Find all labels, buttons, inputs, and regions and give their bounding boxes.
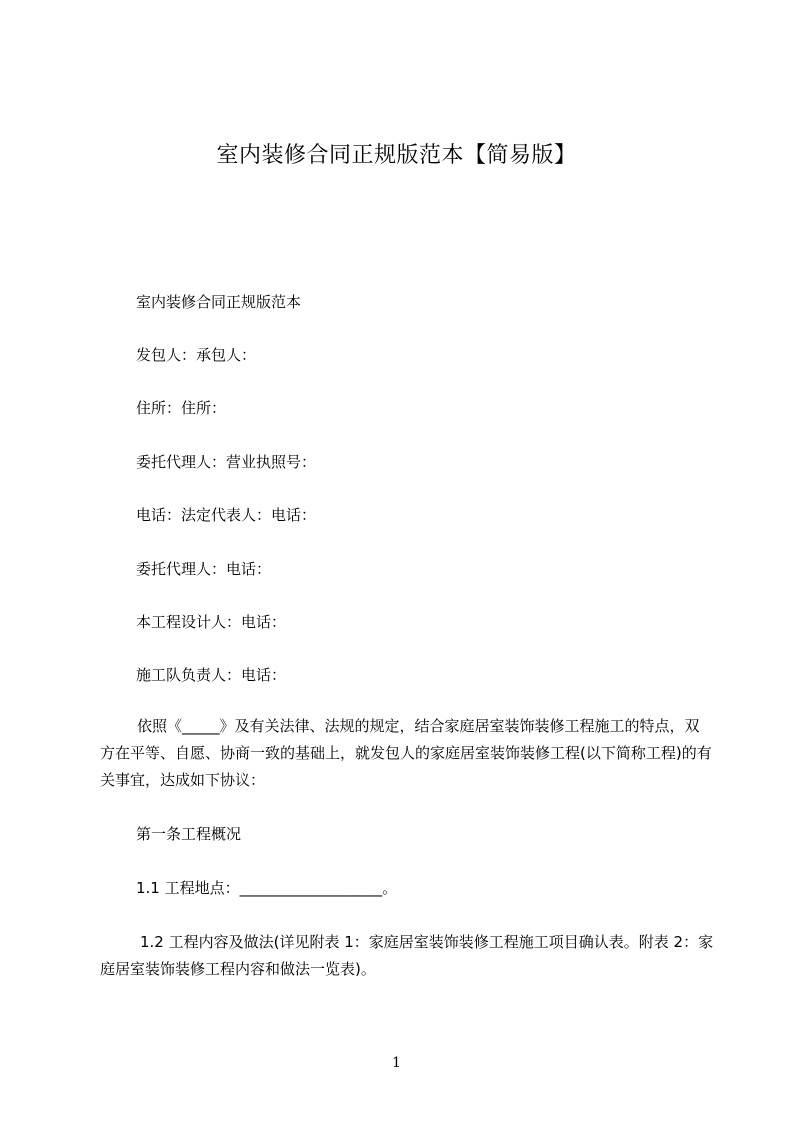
party-line: 发包人：承包人： — [136, 346, 257, 364]
team-leader-phone-line: 施工队负责人：电话： — [136, 666, 287, 684]
item-1-2: 1.2 工程内容及做法(详见附表 1：家庭居室装饰装修工程施工项目确认表。附表 2：家庭居室装饰装修工程内容和做法一览表)。 — [100, 933, 714, 978]
preamble-paragraph: 依照《_____》及有关法律、法规的规定，结合家庭居室装饰装修工程施工的特点，双方在平等、自愿、协商一致的基础上，就发包人的家庭居室装饰装修工程(以下简称工程)的有关事宜，达成如下协议： — [100, 717, 712, 789]
phone-representative-line: 电话：法定代表人：电话： — [136, 506, 317, 524]
address-line: 住所：住所： — [136, 399, 227, 417]
designer-phone-line: 本工程设计人：电话： — [136, 613, 287, 631]
agent-license-line: 委托代理人：营业执照号： — [136, 453, 317, 471]
agent-phone-line: 委托代理人：电话： — [136, 560, 272, 578]
article-1-heading: 第一条工程概况 — [136, 825, 242, 843]
contract-subtitle: 室内装修合同正规版范本 — [136, 293, 302, 311]
item-1-1: 1.1 工程地点：___________________。 — [136, 879, 398, 897]
document-title: 室内装修合同正规版范本【简易版】 — [216, 143, 577, 168]
page-number: 1 — [392, 1055, 401, 1071]
